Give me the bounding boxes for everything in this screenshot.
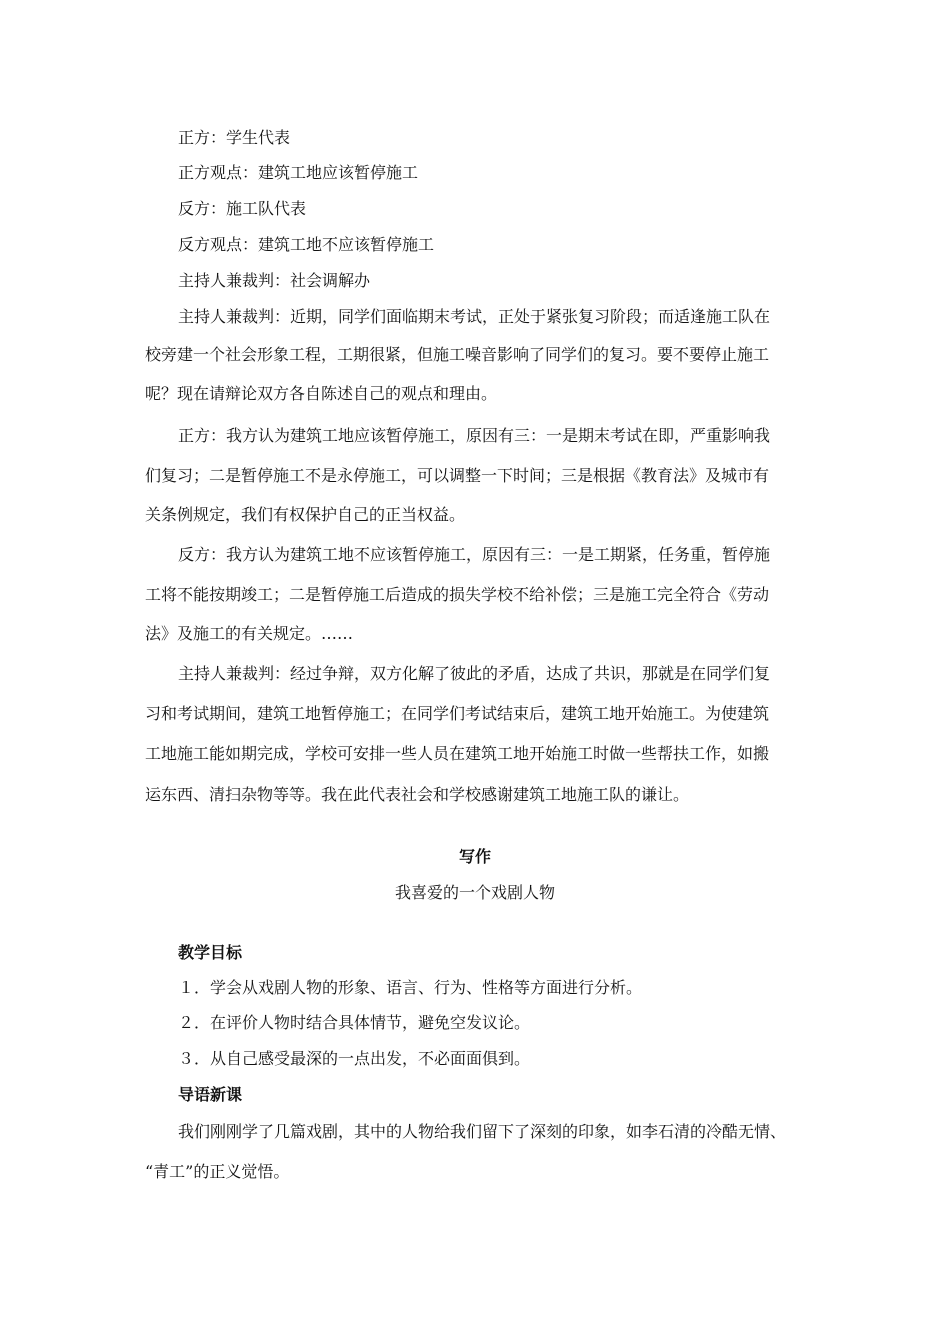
intro-heading: 导语新课 bbox=[178, 1085, 243, 1104]
host-conclusion-line: 运东西、清扫杂物等等。我在此代表社会和学校感谢建筑工地施工队的谦让。 bbox=[145, 785, 690, 804]
host-conclusion-line: 习和考试期间，建筑工地暂停施工；在同学们考试结束后，建筑工地开始施工。为使建筑 bbox=[145, 704, 770, 723]
goal-item: ３．从自己感受最深的一点出发，不必面面俱到。 bbox=[178, 1049, 531, 1068]
host-conclusion-line: 工地施工能如期完成，学校可安排一些人员在建筑工地开始施工时做一些帮扶工作，如搬 bbox=[145, 744, 770, 763]
con-statement-line: 反方：我方认为建筑工地不应该暂停施工，原因有三：一是工期紧，任务重，暂停施 bbox=[178, 545, 771, 564]
pro-view-line: 正方观点：建筑工地应该暂停施工 bbox=[178, 163, 419, 182]
intro-text-line: “青工”的正义觉悟。 bbox=[145, 1162, 290, 1181]
section-title: 写作 bbox=[458, 847, 491, 866]
host-conclusion-line: 主持人兼裁判：经过争辩，双方化解了彼此的矛盾，达成了共识，那就是在同学们复 bbox=[178, 664, 771, 683]
pro-statement-line: 正方：我方认为建筑工地应该暂停施工，原因有三：一是期末考试在即，严重影响我 bbox=[178, 426, 771, 445]
goal-item: １．学会从戏剧人物的形象、语言、行为、性格等方面进行分析。 bbox=[178, 978, 643, 997]
pro-side-line: 正方：学生代表 bbox=[178, 128, 291, 147]
con-side-line: 反方：施工队代表 bbox=[178, 199, 307, 218]
pro-statement-line: 关条例规定，我们有权保护自己的正当权益。 bbox=[145, 505, 466, 524]
pro-statement-line: 们复习；二是暂停施工不是永停施工，可以调整一下时间；三是根据《教育法》及城市有 bbox=[145, 466, 770, 485]
goals-heading: 教学目标 bbox=[178, 943, 243, 962]
host-intro-line: 校旁建一个社会形象工程，工期很紧，但施工噪音影响了同学们的复习。要不要停止施工 bbox=[145, 345, 770, 364]
con-statement-line: 工将不能按期竣工；二是暂停施工后造成的损失学校不给补偿；三是施工完全符合《劳动 bbox=[145, 585, 770, 604]
host-intro-line: 主持人兼裁判：近期，同学们面临期末考试，正处于紧张复习阶段；而适逢施工队在 bbox=[178, 307, 771, 326]
con-statement-line: 法》及施工的有关规定。…… bbox=[145, 624, 354, 643]
intro-text-line: 我们刚刚学了几篇戏剧，其中的人物给我们留下了深刻的印象，如李石清的冷酷无情、 bbox=[178, 1122, 787, 1141]
host-intro-line: 呢？现在请辩论双方各自陈述自己的观点和理由。 bbox=[145, 384, 498, 403]
con-view-line: 反方观点：建筑工地不应该暂停施工 bbox=[178, 235, 435, 254]
host-line: 主持人兼裁判：社会调解办 bbox=[178, 271, 371, 290]
goal-item: ２．在评价人物时结合具体情节，避免空发议论。 bbox=[178, 1013, 531, 1032]
section-subtitle: 我喜爱的一个戏剧人物 bbox=[394, 883, 555, 902]
